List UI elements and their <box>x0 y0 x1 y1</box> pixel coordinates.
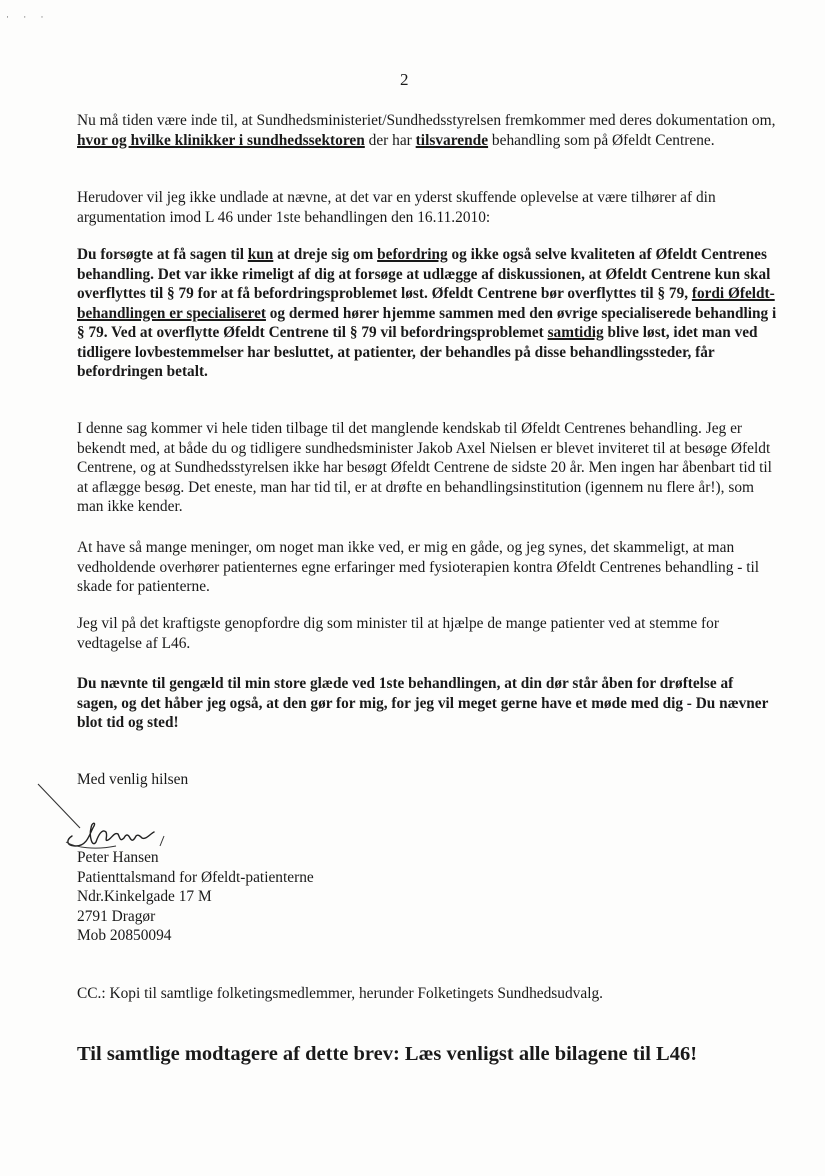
paragraph-disappointment: Herudover vil jeg ikke undlade at nævne, at det var en yderst skuffende oplevelse at være tilhører af din argumentation imod L 46 under 1ste behandlingen den 16.11.2010: <box>77 189 716 226</box>
underlined-word-simultaneously: samtidig <box>547 324 604 341</box>
underlined-phrase-equivalent: tilsvarende <box>415 131 489 149</box>
footer-note: Til samtlige modtagere af dette brev: Læs venligst alle bilagene til L46! <box>77 1043 698 1065</box>
paragraph-bold-meeting-request: Du nævnte til gengæld til min store glæde ved 1ste behandlingen, at din dør står åben for drøftelse af sagen, og det håber jeg også, at den gør for mig, for jeg vil meget gerne have et møde med dig - Du nævner blot tid og sted! <box>77 675 769 731</box>
paragraph-lack-of-knowledge: I denne sag kommer vi hele tiden tilbage til det manglende kendskab til Øfeldt Centrenes behandling. Jeg er bekendt med, at både du og tidligere sundhedsminister Jakob Axel Nielsen er blevet inviteret til at besøge Øfeldt Centrene, og at Sundhedsstyrelsen ikke har besøgt Øfeldt Centrene de sidste 20 år. Men ingen har åbenbart tid til at aflægge besøg. Det eneste, man har tid til, er at drøfte en behandlingsinstitution (igennem nu flere år!), som man ikke kender. <box>77 420 772 515</box>
paragraph-documentation-request <box>77 111 777 150</box>
underlined-phrase-clinics: hvor og hvilke klinikker i sundhedssektoren <box>77 131 365 149</box>
underlined-word-only: kun <box>247 246 274 263</box>
paragraph-3-text-e: blive løst, idet man ved tidligere lovbestemmelser har besluttet, at patienter, der behandles på disse behandlingssteder, får befordringen betalt. <box>77 324 758 380</box>
paragraph-opinions: At have så mange meninger, om noget man ikke ved, er mig en gåde, og jeg synes, det skammeligt, at man vedholdende overhører patienternes egne erfaringer med fysioterapien kontra Øfeldt Centrenes behandling - til skade for patienterne. <box>77 539 760 595</box>
sender-block <box>77 848 314 946</box>
scan-specks: · · · <box>6 12 50 22</box>
underlined-word-transport: befordring <box>377 246 448 263</box>
sender-city: 2791 Dragør <box>77 907 156 925</box>
paragraph-3-text-d: og dermed hører hjemme sammen med den øvrige specialiserede behandling i § 79. Ved at overflytte Øfeldt Centrene til § 79 vil befordringsproblemet <box>77 304 777 341</box>
cc-line: CC.: Kopi til samtlige folketingsmedlemmer, herunder Folketingets Sundhedsudvalg. <box>77 985 604 1002</box>
paragraph-1-text-a: Nu må tiden være inde til, at Sundhedsministeriet/Sundhedsstyrelsen fremkommer med deres dokumentation om, <box>77 112 776 129</box>
underlined-phrase-specialised: fordi Øfeldt-behandlingen er specialiseret <box>77 285 775 322</box>
paragraph-3-text-c: og ikke også selve kvaliteten af Øfeldt Centrenes behandling. Det var ikke rimeligt af dig at forsøge at udlægge af diskussionen, at Øfeldt Centrene kun skal overflyttes til § 79 for at få befordringsproblemet løst. Øfeldt Centrene bør overflyttes til § 79, <box>77 246 771 302</box>
paragraph-3-text-b: at dreje sig om <box>273 246 378 263</box>
paragraph-3-text-a: Du forsøgte at få sagen til <box>77 246 248 263</box>
paragraph-1-text-b: der har <box>364 131 416 149</box>
closing-greeting: Med venlig hilsen <box>77 771 189 788</box>
paragraph-bold-argument <box>77 245 777 382</box>
sender-phone: Mob 20850094 <box>77 927 172 944</box>
sender-name: Peter Hansen <box>77 849 159 866</box>
sender-role: Patienttalsmand for Øfeldt-patienterne <box>77 868 314 886</box>
page-number: 2 <box>400 70 409 89</box>
sender-street: Ndr.Kinkelgade 17 M <box>77 888 212 905</box>
paragraph-1-text-c: behandling som på Øfeldt Centrene. <box>488 131 715 149</box>
paragraph-appeal: Jeg vil på det kraftigste genopfordre dig som minister til at hjælpe de mange patienter ved at stemme for vedtagelse af L46. <box>77 615 719 652</box>
